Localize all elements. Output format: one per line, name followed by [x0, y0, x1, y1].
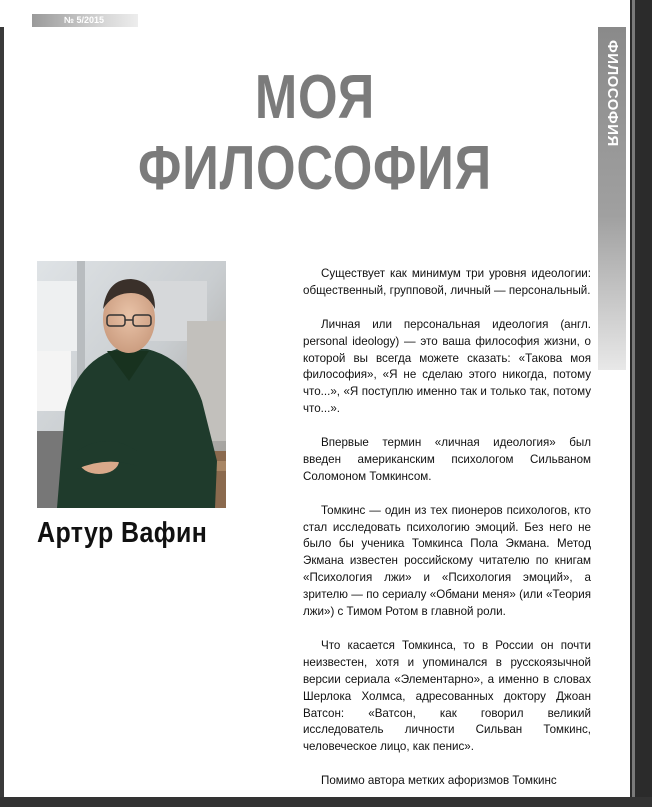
- paragraph: Личная или персональная идеология (англ. personal ideology) — это ваша философия жизни, о которой вы всегда можете сказать: «Такова моя философия», «Я не сделаю этого никогда, потому что...», «Я поступлю именно так и только так, потому что...».: [303, 317, 591, 416]
- article-title: МОЯ ФИЛОСОФИЯ: [137, 63, 493, 203]
- author-name: Артур Вафин: [37, 517, 208, 549]
- issue-number: № 5/2015: [64, 15, 105, 25]
- issue-tab: [32, 14, 138, 27]
- author-photo: [37, 261, 226, 508]
- page-right-edge: [632, 0, 635, 807]
- paragraph: Что касается Томкинса, то в России он почти неизвестен, хотя и упоминался в русскоязычной версии сериала «Элементарно», а именно в словах Шерлока Холмса, адресованных доктору Джоан Ватсон: «Ватсон, как говорил великий исследователь личности Сильван Томкинс, человеческое лицо, как пенис».: [303, 638, 591, 754]
- paragraph: Существует как минимум три уровня идеологии: общественный, групповой, личный — персональный.: [303, 267, 591, 297]
- section-label: ФИЛОСОФИЯ: [604, 40, 621, 147]
- page-bottom-shadow: [0, 797, 652, 807]
- author-portrait-image: [37, 261, 226, 508]
- paragraph: Томкинс — один из тех пионеров психологов, кто стал исследовать психологию эмоций. Без него не было бы ученика Томкинса Пола Экмана. Метод Экмана известен российскому читателю по книгам «Психология лжи» и «Психология эмоций», а зрителю — по сериалу «Обмани меня» (или «Теория лжи») с Тимом Ротом в главной роли.: [303, 503, 591, 619]
- paragraph: Впервые термин «личная идеология» был введен американским психологом Сильваном Соломоном Томкинсом.: [303, 436, 591, 483]
- paragraph: Помимо автора метких афоризмов Томкинс: [321, 774, 557, 788]
- article-body: [303, 266, 591, 790]
